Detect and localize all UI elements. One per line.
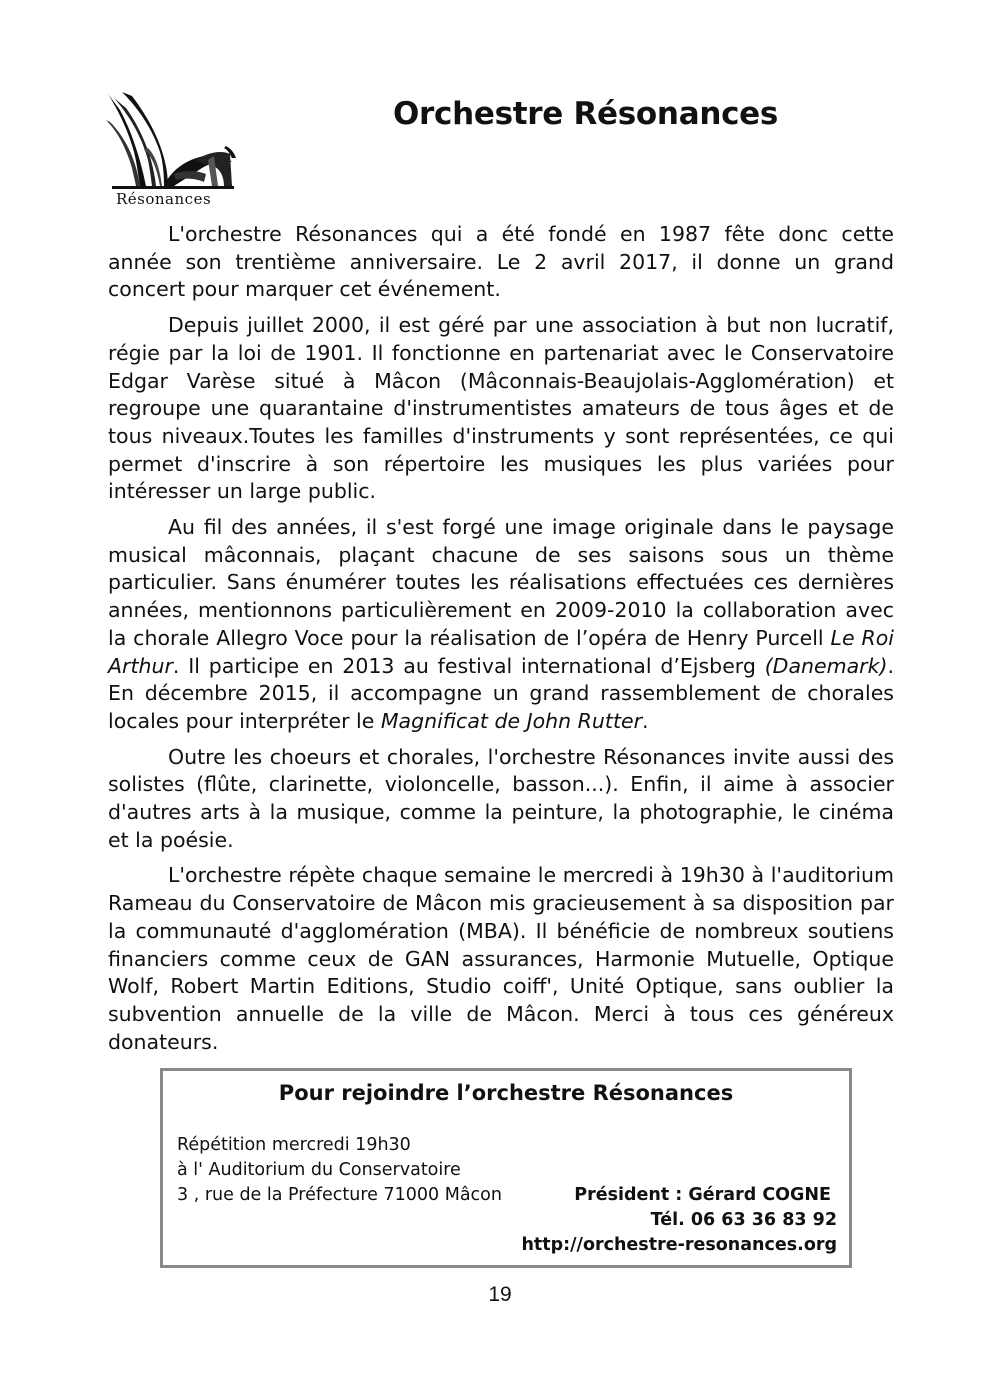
body-paragraph (108, 744, 894, 855)
paragraph-text: . En décembre 2015, il accompagne un grand rassemblement de chorales locales pour interpréter le (108, 653, 894, 733)
article-body (108, 221, 894, 1064)
italic-text: (Danemark) (764, 653, 888, 678)
paragraph-text: . Il participe en 2013 au festival international d’Ejsberg (172, 653, 765, 678)
join-info-box (160, 1068, 852, 1268)
address-line: 3 , rue de la Préfecture 71000 Mâcon (177, 1185, 502, 1205)
body-paragraph (108, 312, 894, 506)
website-link[interactable]: http://orchestre-resonances.org (521, 1235, 837, 1255)
paragraph-text: Au fil des années, il s'est forgé une image originale dans le paysage musical mâconnais, plaçant chacune de ses saisons sous un thème particulier. Sans énumérer toutes les réalisations effectuées ces dernières années, mentionnons particulièrement en 2009-2010 la collaboration avec la chorale Allegro Voce pour la réalisation de l’opéra de Henry Purcell (108, 515, 894, 650)
page-number: 19 (488, 1283, 512, 1306)
address-line: à l' Auditorium du Conservatoire (177, 1160, 461, 1180)
body-paragraph (108, 221, 894, 304)
join-box-title: Pour rejoindre l’orchestre Résonances (278, 1081, 734, 1105)
phone-number: Tél. 06 63 36 83 92 (650, 1210, 837, 1230)
paragraph-text: . (642, 708, 649, 733)
resonances-logo (104, 90, 238, 212)
body-paragraph (108, 862, 894, 1056)
italic-text: Magnificat de John Rutter (380, 708, 643, 733)
address-line: Répétition mercredi 19h30 (177, 1135, 411, 1155)
paragraph-text: Outre les choeurs et chorales, l'orchestre Résonances invite aussi des solistes (flûte, clarinette, violoncelle, basson...). Enfin, il aime à associer d'autres arts à la musique, comme la peinture, la photographie, le cinéma et la poésie. (108, 744, 894, 852)
president-name: Président : Gérard COGNE (574, 1185, 831, 1205)
paragraph-text: Depuis juillet 2000, il est géré par une association à but non lucratif, régie par la loi de 1901. Il fonctionne en partenariat avec le Conservatoire Edgar Varèse situé à Mâcon (Mâconnais-Beaujolais-Agglomération) et regroupe une quarantaine d'instrumentistes amateurs de tous âges et de tous niveaux.Toutes les familles d'instruments y sont représentées, ce qui permet d'inscrire à son répertoire les musiques les plus variées pour intéresser un large public. (108, 313, 894, 504)
italic-text: Le Roi Arthur (108, 625, 894, 678)
page-title: Orchestre Résonances (393, 96, 779, 132)
paragraph-text: L'orchestre Résonances qui a été fondé en 1987 fête donc cette année son trentième anniversaire. Le 2 avril 2017, il donne un grand concert pour marquer cet événement. (108, 222, 894, 302)
rehearsal-address (177, 1133, 502, 1208)
logo-text: Résonances (116, 190, 212, 208)
paragraph-text: L'orchestre répète chaque semaine le mercredi à 19h30 à l'auditorium Rameau du Conservatoire de Mâcon mis gracieusement à sa disposition par la communauté d'agglomération (MBA). Il bénéficie de nombreux soutiens financiers comme ceux de GAN assurances, Harmonie Mutuelle, Optique Wolf, Robert Martin Editions, Studio coiff', Unité Optique, sans oublier la subvention annuelle de la ville de Mâcon. Merci à tous ces généreux donateurs. (108, 863, 894, 1054)
body-paragraph (108, 514, 894, 736)
contact-info (521, 1183, 837, 1258)
